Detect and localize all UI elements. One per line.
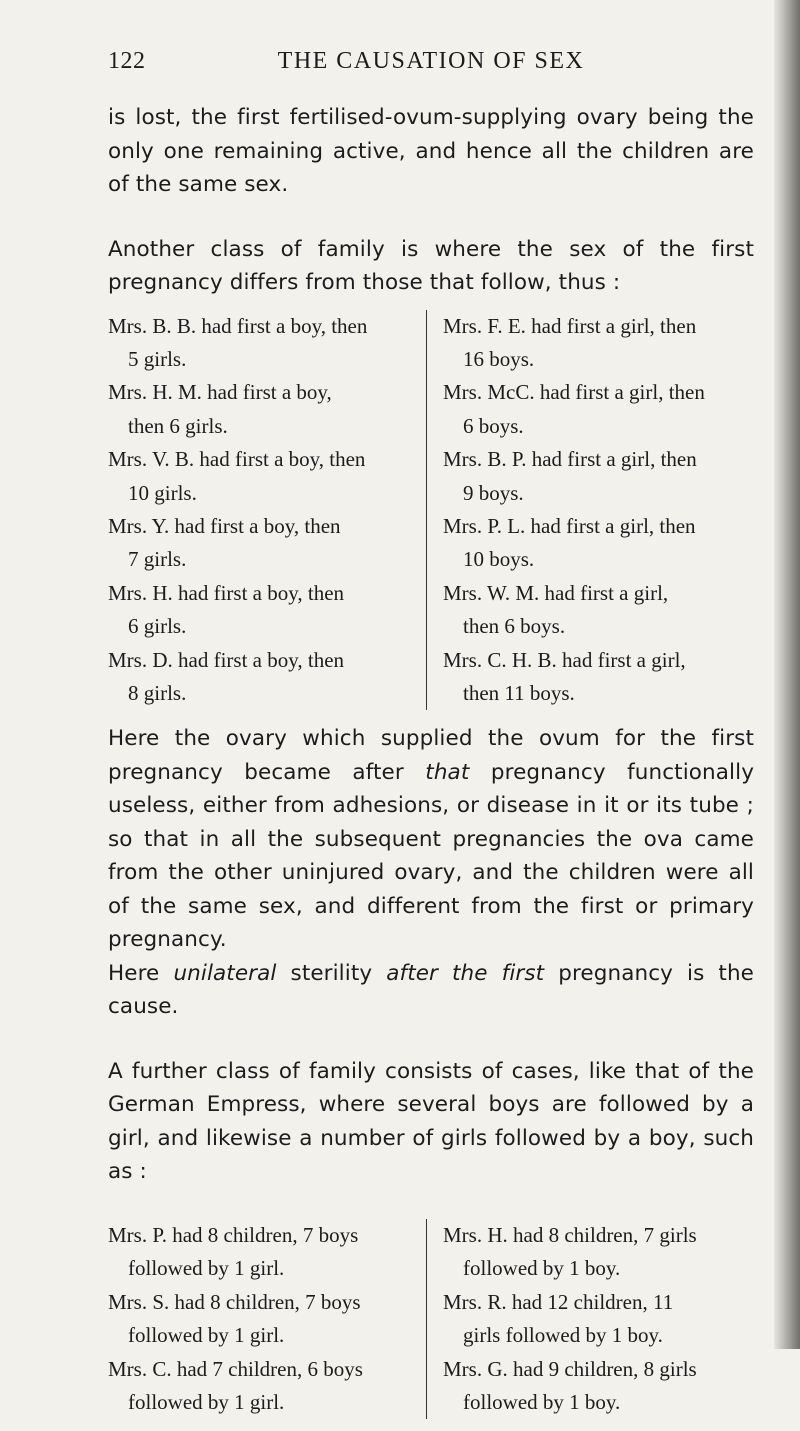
family-table-2-right — [427, 1219, 745, 1419]
running-title: THE CAUSATION OF SEX — [277, 48, 585, 74]
family-table-1-left — [108, 310, 427, 711]
book-page — [108, 48, 754, 1431]
paragraph-unilateral-sterility: Here unilateral sterility after the first pregnancy is the cause. — [108, 960, 755, 1020]
family-table-1 — [108, 310, 754, 711]
list-item: Mrs. D. had first a boy, then 8 girls. — [108, 647, 345, 705]
family-table-2-left — [108, 1219, 427, 1419]
running-header: 122 THE CAUSATION OF SEX — [108, 48, 754, 75]
list-item: Mrs. C. had 7 children, 6 boys followed by 1 girl. — [108, 1356, 363, 1414]
list-item: Mrs. Y. had first a boy, then 7 girls. — [108, 513, 341, 572]
paragraph-ovary-explanation: Here the ovary which supplied the ovum for the first pregnancy became after that pregnancy functionally useless, either from adhesions, or disease in it or its tube ; so that in all the subsequent pregnancies the ova came from the other uninjured ovary, and the children were all of the same sex, and different from the first or primary pregnancy. — [108, 726, 755, 953]
list-item: Mrs. P. L. had first a girl, then 10 boys. — [443, 513, 696, 572]
paragraph-class-first-pregnancy: Another class of family is where the sex of the first pregnancy differs from those that follow, thus : — [108, 236, 754, 295]
list-item: Mrs. P. had 8 children, 7 boys followed by 1 girl. — [108, 1222, 359, 1281]
list-item: Mrs. H. M. had first a boy, then 6 girls. — [108, 380, 332, 438]
list-item: Mrs. B. P. had first a girl, then 9 boys. — [443, 447, 697, 505]
page-edge-shadow — [774, 0, 800, 1349]
list-item: Mrs. W. M. had first a girl, then 6 boys. — [443, 580, 669, 639]
list-item: Mrs. H. had 8 children, 7 girls followed by 1 boy. — [443, 1222, 697, 1281]
list-item: Mrs. S. had 8 children, 7 boys followed by 1 girl. — [108, 1289, 361, 1348]
list-item: Mrs. F. E. had first a girl, then 16 boys. — [443, 313, 697, 371]
family-table-1-right — [427, 310, 745, 711]
list-item: Mrs. V. B. had first a boy, then 10 girls. — [108, 447, 366, 505]
list-item: Mrs. C. H. B. had first a girl, then 11 boys. — [443, 647, 686, 705]
paragraph-continued: is lost, the first fertilised-ovum-supplying ovary being the only one remaining active, and hence all the children are of the same sex. — [108, 105, 754, 197]
family-table-2 — [108, 1219, 754, 1419]
list-item: Mrs. McC. had first a girl, then 6 boys. — [443, 380, 705, 438]
list-item: Mrs. G. had 9 children, 8 girls followed by 1 boy. — [443, 1356, 697, 1414]
paragraph-further-class: A further class of family consists of cases, like that of the German Empress, where several boys are followed by a girl, and likewise a number of girls followed by a boy, such as : — [108, 1058, 754, 1185]
list-item: Mrs. B. B. had first a boy, then 5 girls. — [108, 313, 368, 371]
list-item: Mrs. R. had 12 children, 11 girls followed by 1 boy. — [443, 1289, 674, 1348]
list-item: Mrs. H. had first a boy, then 6 girls. — [108, 580, 345, 639]
